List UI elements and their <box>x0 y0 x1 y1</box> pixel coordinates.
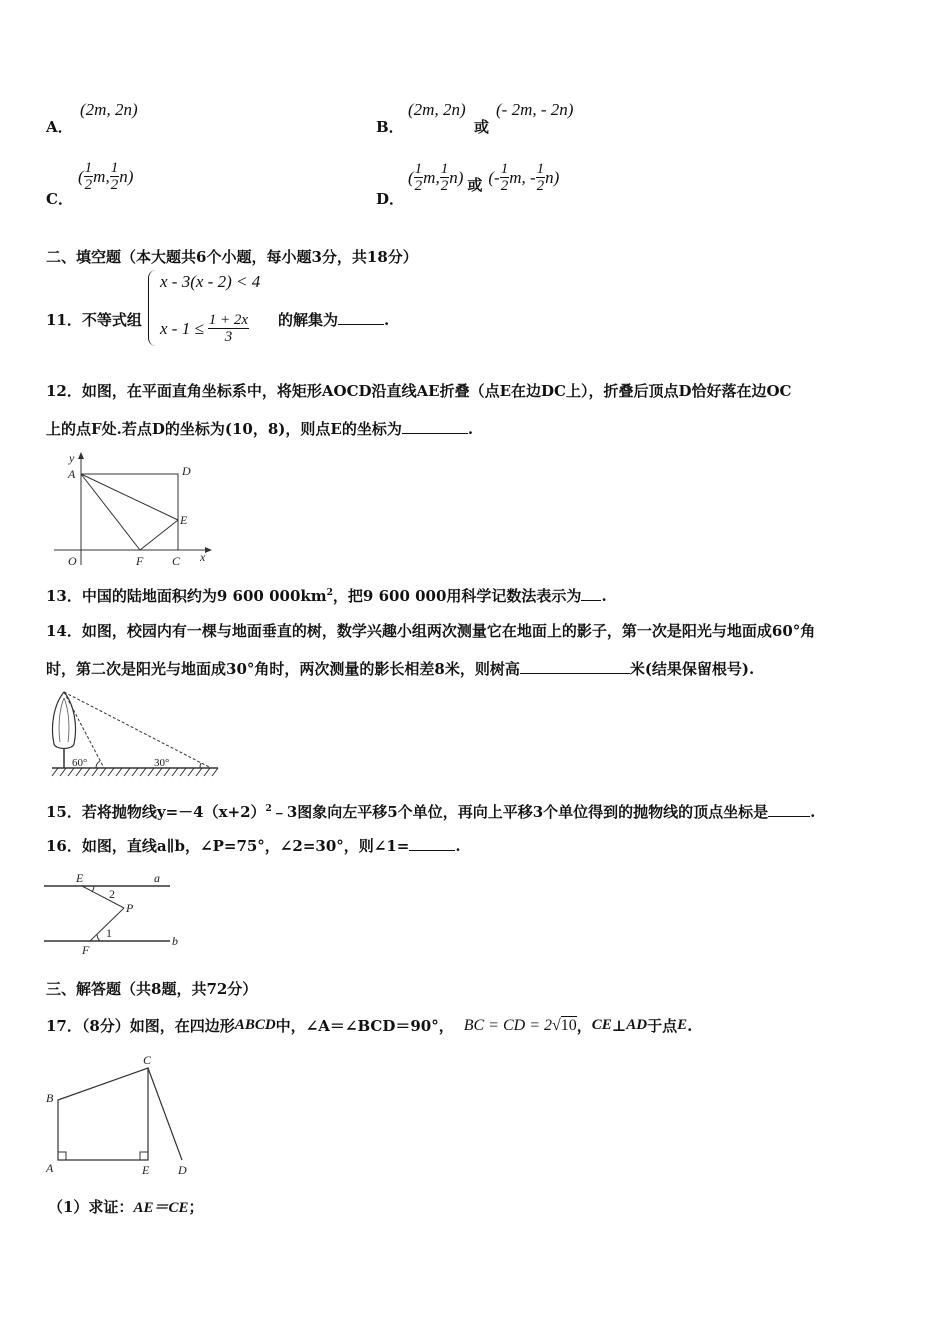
q17-fig-E: E <box>142 1163 150 1177</box>
q11-line2: x - 1 ≤ $\frac{1 + 2x}{3}$ <box>160 312 249 345</box>
q17-text: 17．（8分）如图，在四边形 ABCD 中，∠A＝∠BCD＝90°， BC = CD = 2 √ 10 ， CE ⊥ AD 于点 E . <box>46 1016 693 1035</box>
q12-fig-x: x <box>200 550 206 564</box>
q12-fig-C: C <box>172 554 181 568</box>
q12-fig-E: E <box>180 513 188 527</box>
q16-fig-E: E <box>76 871 84 885</box>
choice-c-expr <box>78 160 133 193</box>
choice-b-expr2: (- 2m, - 2n) <box>496 100 574 119</box>
q17-fig-B: B <box>46 1091 54 1105</box>
q12-fig-A: A <box>68 467 76 481</box>
q14-fig-60: 60° <box>72 757 88 769</box>
q16-fig-b: b <box>172 934 178 948</box>
q11-suffix: 的解集为 . <box>278 311 390 329</box>
q15-text: 15．若将抛物线$y=-4(x+2)^2﹣3$图象向左平移5个单位，再向上平移3个单位得到的抛物线的顶点坐标是 . <box>46 803 816 821</box>
q16-figure <box>40 866 185 958</box>
q12-figure <box>50 448 215 570</box>
choice-a-expr: (2m, 2n) <box>80 100 138 119</box>
q16-fig-2: 2 <box>109 887 115 901</box>
choice-c-frac1: $\frac{1}{2}$ <box>84 160 93 193</box>
q14-figure <box>46 686 221 782</box>
choice-d-label: D． <box>376 190 405 208</box>
q12-line1: 12．如图，在平面直角坐标系中，将矩形AOCD沿直线AE折叠（点E在边DC上），折叠后顶点D恰好落在边OC <box>46 382 792 400</box>
section-2-title: 二、填空题（本大题共6个小题，每小题3分，共18分） <box>46 248 418 266</box>
choice-c-open: ( <box>78 166 84 186</box>
q11-prefix: 11．不等式组 <box>46 311 142 329</box>
choice-b-label: B． <box>376 118 404 136</box>
q16-fig-1: 1 <box>106 926 112 940</box>
q16-text: 16．如图，直线a∥b，∠P=75°，∠2=30°，则∠1= . <box>46 837 461 855</box>
q11-brace <box>148 270 157 346</box>
choice-c-frac2: $\frac{1}{2}$ <box>110 160 119 193</box>
q16-fig-a: a <box>154 871 160 885</box>
q17-part1: （1）求证：AE＝CE； <box>48 1198 204 1216</box>
q16-fig-F: F <box>82 943 90 957</box>
choice-d-expr: ( $\frac{1}{2}$ m, $\frac{1}{2}$ n) 或 (- $\frac{1}{2}$ m, - $\frac{1}{2}$ n) <box>408 161 560 194</box>
q12-fig-y: y <box>69 451 75 465</box>
q14-line2: 时，第二次是阳光与地面成30°角时，两次测量的影长相差8米，则树高 米(结果保留根号). <box>46 660 755 678</box>
q17-figure <box>42 1052 197 1180</box>
q12-fig-D: D <box>182 464 191 478</box>
q17-fig-A: A <box>46 1161 54 1175</box>
choice-b-or: 或 <box>474 118 490 136</box>
choice-b-expr1: (2m, 2n) <box>408 100 466 119</box>
q12-fig-O: O <box>68 554 77 568</box>
q11-line1: x - 3(x - 2) < 4 <box>160 272 261 291</box>
q16-fig-P: P <box>126 901 134 915</box>
q14-fig-30: 30° <box>154 757 170 769</box>
q17-fig-D: D <box>178 1163 187 1177</box>
q14-line1: 14．如图，校园内有一棵与地面垂直的树，数学兴趣小组两次测量它在地面上的影子，第一次是阳光与地面成60°角 <box>46 622 816 640</box>
q13-text: 13．中国的陆地面积约为9 600 $000km^2$，把9 600 000用科学记数法表示为 . <box>46 587 607 605</box>
q17-fig-C: C <box>143 1053 152 1067</box>
choice-a-label: A． <box>46 118 73 136</box>
choice-c-label: C． <box>46 190 73 208</box>
q12-fig-F: F <box>136 554 144 568</box>
choice-d-or: 或 <box>467 176 483 194</box>
choice-c-var2: n) <box>119 166 134 186</box>
q12-line2: 上的点F处.若点D的坐标为(10，8)，则点E的坐标为 . <box>46 420 474 438</box>
section-3-title: 三、解答题（共8题，共72分） <box>46 980 258 998</box>
choice-c-var1: m, <box>93 166 110 186</box>
